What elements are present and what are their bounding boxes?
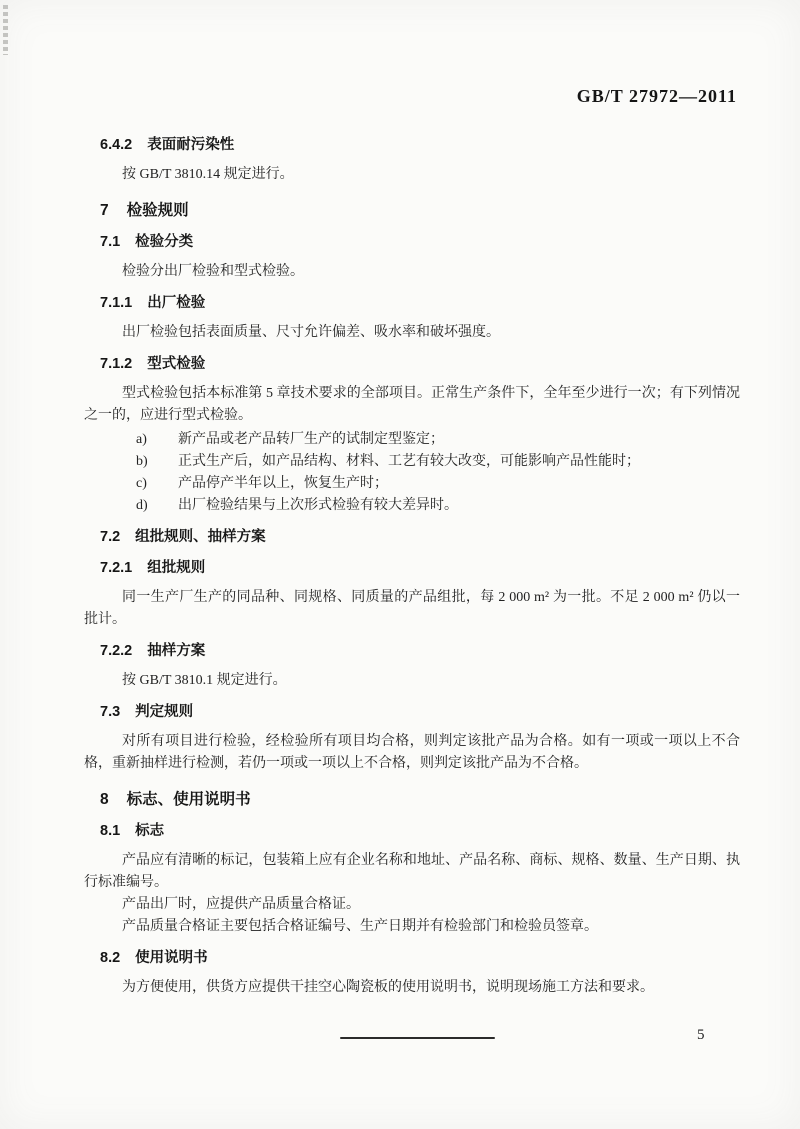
paragraph: 对所有项目进行检验，经检验所有项目均合格，则判定该批产品为合格。如有一项或一项以上不合格，重新抽样进行检测，若仍一项或一项以上不合格，则判定该批产品为不合格。 [84,734,740,771]
section-number: 7.3 [100,704,121,720]
section-heading-7-2-1 [84,557,740,579]
paragraph: 型式检验包括本标准第 5 章技术要求的全部项目。正常生产条件下，全年至少进行一次；有下列情况之一的，应进行型式检验。 [84,386,740,423]
chapter-number: 8 [100,791,109,808]
paragraph: 产品质量合格证主要包括合格证编号、生产日期并有检验部门和检验员签章。 [122,919,598,934]
list-item-c [84,473,740,495]
paragraph: 按 GB/T 3810.1 规定进行。 [122,673,287,688]
list-item-b [84,451,740,473]
list-item-label: b) [136,454,148,469]
paragraph: 检验分出厂检验和型式检验。 [122,264,304,279]
section-title: 抽样方案 [147,643,206,659]
section-number: 7.1.2 [100,356,133,372]
end-of-text-rule [340,1037,495,1039]
section-number: 7.2.2 [100,643,133,659]
section-heading-6-4-2 [84,134,740,156]
scan-artifact-marks [3,5,8,55]
section-heading-8-1 [84,820,740,842]
list-item-label: a) [136,432,147,447]
list-item-text: 新产品或老产品转厂生产的试制定型鉴定； [178,432,444,447]
section-heading-7-1-1 [84,292,740,314]
section-number: 7.1.1 [100,295,133,311]
section-number: 7.2.1 [100,560,133,576]
list-item-label: d) [136,498,148,513]
paragraph: 按 GB/T 3810.14 规定进行。 [122,167,294,182]
section-title: 标志 [135,823,165,839]
section-number: 7.2 [100,529,121,545]
paragraph: 为方便使用，供货方应提供干挂空心陶瓷板的使用说明书，说明现场施工方法和要求。 [122,980,654,995]
section-title: 使用说明书 [135,950,208,966]
section-title: 检验分类 [135,234,194,250]
section-heading-7-1-2 [84,353,740,375]
section-title: 表面耐污染性 [147,137,235,153]
list-item-label: c) [136,476,147,491]
list-item-a [84,429,740,451]
list-item-text: 产品停产半年以上，恢复生产时； [178,476,388,491]
section-number: 6.4.2 [100,137,133,153]
paragraph: 出厂检验包括表面质量、尺寸允许偏差、吸水率和破坏强度。 [122,325,500,340]
section-heading-7-3 [84,701,740,723]
section-heading-7-2 [84,526,740,548]
page-number: 5 [697,1027,705,1043]
section-title: 判定规则 [135,704,194,720]
section-title: 组批规则、抽样方案 [135,529,266,545]
paragraph: 产品应有清晰的标记，包装箱上应有企业名称和地址、产品名称、商标、规格、数量、生产日期、执行标准编号。 [84,853,740,890]
chapter-title: 标志、使用说明书 [126,791,251,808]
section-heading-8-2 [84,947,740,969]
section-number: 8.1 [100,823,121,839]
paragraph: 产品出厂时，应提供产品质量合格证。 [122,897,360,912]
section-heading-7-1 [84,231,740,253]
document-body [84,126,740,1039]
section-title: 型式检验 [147,356,206,372]
section-number: 8.2 [100,950,121,966]
condition-list [84,429,740,517]
section-title: 组批规则 [147,560,206,576]
section-title: 出厂检验 [147,295,206,311]
section-heading-7-2-2 [84,640,740,662]
paragraph: 同一生产厂生产的同品种、同规格、同质量的产品组批，每 2 000 m² 为一批。不足 2 000 m² 仍以一批计。 [84,590,740,627]
section-number: 7.1 [100,234,121,250]
chapter-number: 7 [100,202,109,219]
chapter-title: 检验规则 [126,202,189,219]
chapter-heading-8 [84,789,740,811]
list-item-text: 出厂检验结果与上次形式检验有较大差异时。 [178,498,458,513]
standard-code-header: GB/T 27972—2011 [576,86,737,106]
chapter-heading-7 [84,200,740,222]
list-item-text: 正式生产后，如产品结构、材料、工艺有较大改变，可能影响产品性能时； [178,454,640,469]
list-item-d [84,495,740,517]
